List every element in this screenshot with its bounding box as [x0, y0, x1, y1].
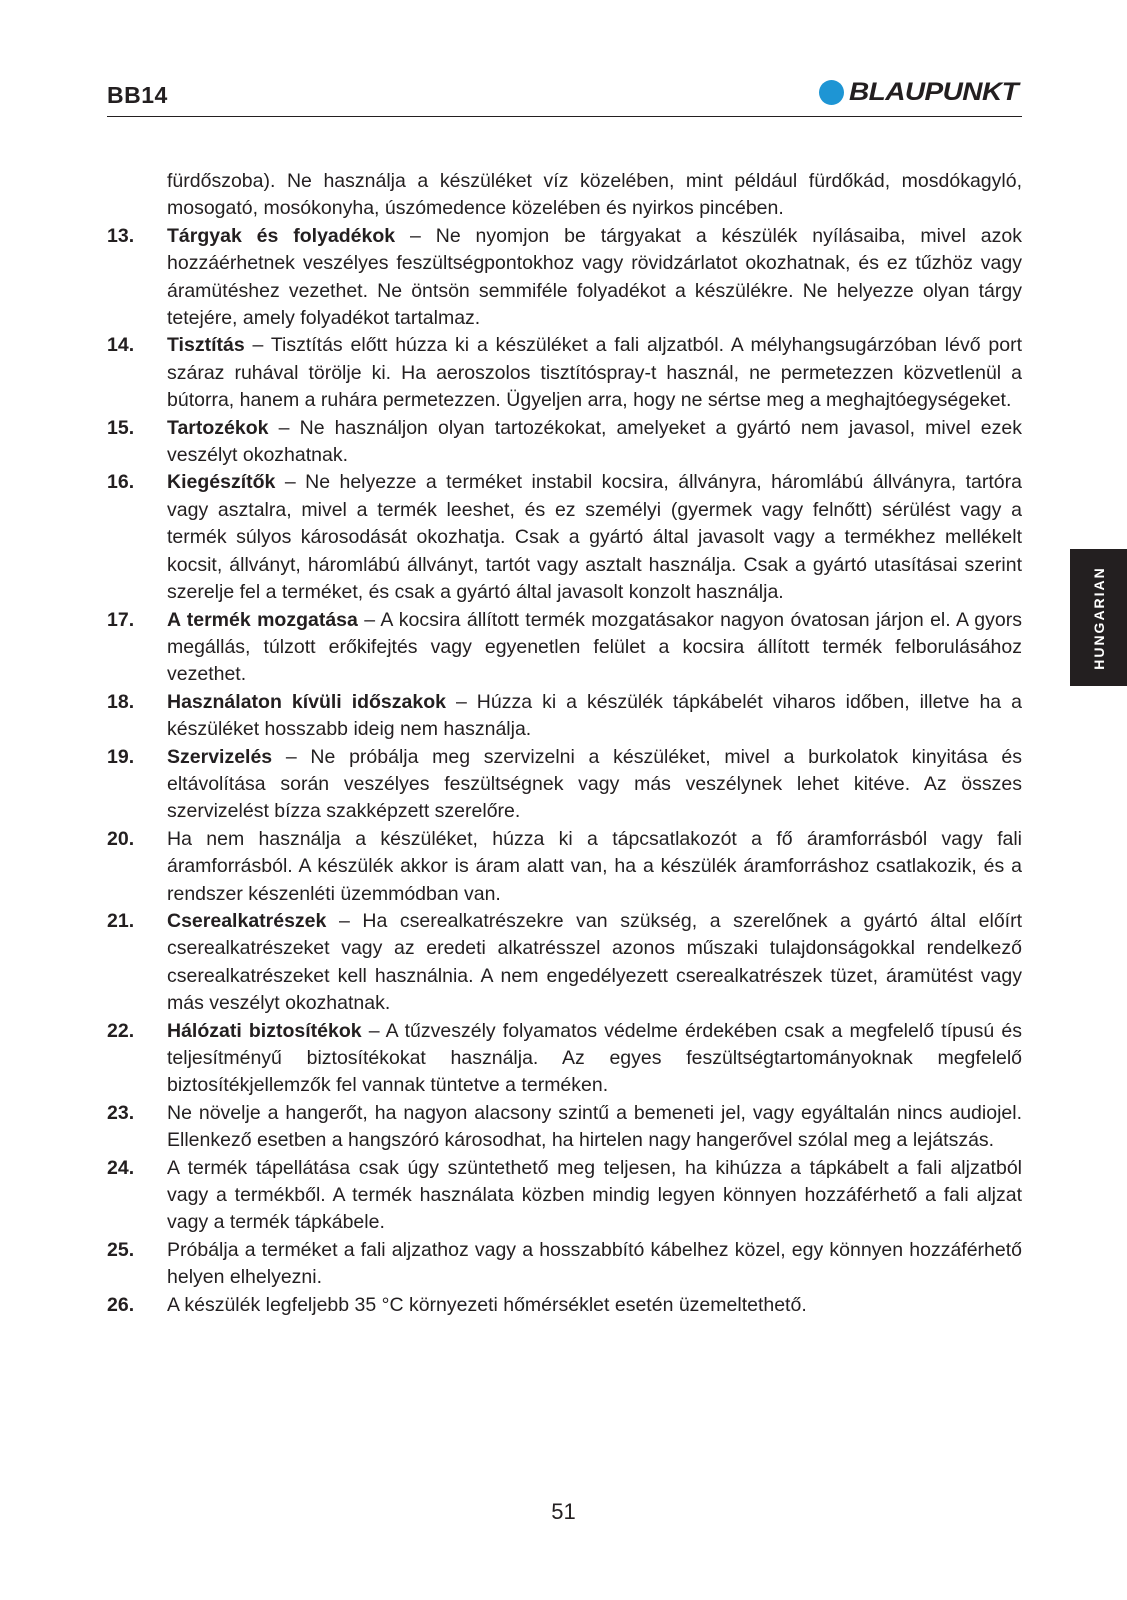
item-text [167, 607, 1022, 689]
item-body: Próbálja a terméket a fali aljzathoz vagy a hosszabbító kábelhez közel, egy könnyen hozzáférhető helyen elhelyezni. [167, 1238, 1022, 1289]
item-text [167, 689, 1022, 744]
item-number: 23. [107, 1101, 135, 1124]
item-number: 13. [107, 224, 135, 247]
list-item-14 [107, 332, 1022, 414]
list-item-16 [107, 469, 1022, 606]
language-tab [1070, 549, 1127, 686]
item-text [167, 332, 1022, 414]
list-item-21 [107, 908, 1022, 1018]
item-term: Kiegészítők [167, 471, 276, 494]
item-text [167, 1018, 1022, 1100]
item-body: – A kocsira állított termék mozgatásakor nagyon óvatosan járjon el. A gyors megállás, túlzott erőkifejtés vagy egyenetlen felület a kocsira állított termék felborulásához vezethet. [167, 608, 1022, 686]
list-item-18 [107, 689, 1022, 744]
item-number: 18. [107, 690, 135, 713]
item-body: Ne növelje a hangerőt, ha nagyon alacsony szintű a bemeneti jel, vagy egyáltalán nincs audiojel. Ellenkező esetben a hangszóró károsodhat, ha hirtelen nagy hangerővel szólal meg a lejátszás. [167, 1101, 1022, 1152]
item-text [167, 1100, 1022, 1155]
item-body: – Ne nyomjon be tárgyakat a készülék nyílásaiba, mivel azok hozzáérhetnek veszélyes feszültségpontokhoz vagy rövidzárlatot okozhatnak, és ez tűzhöz vagy áramütéshez vezethet. Ne öntsön semmiféle folyadékot a készülékre. Ne helyezze olyan tárgy tetejére, amely folyadékot tartalmaz. [167, 224, 1022, 330]
item-number: 16. [107, 471, 135, 494]
item-term: Szervizelés [167, 745, 273, 768]
instructions-list [107, 168, 1022, 1319]
item-body: Ha nem használja a készüléket, húzza ki a tápcsatlakozót a fő áramforrásból vagy fali áramforrásból. A készülék akkor is áram alatt van, ha a készülék áramforráshoz csatlakozik, és a rendszer készenléti üzemmódban van. [167, 827, 1022, 905]
item-number: 21. [107, 909, 135, 932]
item-text [167, 908, 1022, 1018]
list-item-19 [107, 744, 1022, 826]
item-text [167, 223, 1022, 333]
item-body: – A tűzveszély folyamatos védelme érdekében csak a megfelelő típusú és teljesítményű biztosítékokat használja. Az egyes feszültségtartományoknak megfelelő biztosítékjellemzők fel vannak tüntetve a terméken. [167, 1019, 1022, 1097]
item-number: 25. [107, 1238, 135, 1261]
item-term: Cserealkatrészek [167, 909, 327, 932]
item-number: 20. [107, 827, 135, 850]
item-number: 15. [107, 416, 135, 439]
item-body: – Ne használjon olyan tartozékokat, amelyeket a gyártó nem javasol, mivel ezek veszélyt okozhatnak. [167, 416, 1022, 467]
item-term: Tisztítás [167, 334, 245, 357]
list-item-15 [107, 415, 1022, 470]
page-number: 51 [551, 1499, 576, 1524]
item-text [167, 415, 1022, 470]
item-term: Tárgyak és folyadékok [167, 224, 396, 247]
continuation-paragraph: fürdőszoba). Ne használja a készüléket víz közelében, mint például fürdőkád, mosdókagyló, mosogató, mosókonyha, úszómedence közelében és nyirkos pincében. [167, 170, 1022, 220]
item-text [167, 469, 1022, 606]
brand-name: BLAUPUNKT [848, 77, 1019, 106]
item-body: – Ne helyezze a terméket instabil kocsira, állványra, háromlábú állványra, tartóra vagy asztalra, mivel a termék leeshet, és ez személyi (gyermek vagy felnőtt) sérülést vagy a termék súlyos károsodását okozhatja. Csak a gyártó által javasolt vagy a termékhez mellékelt kocsit, állványt, háromlábú állványt, tartót vagy asztalt használja. Csak a gyártó utasításai szerint szerelje fel a terméket, és csak a gyártó által javasolt konzolt használja. [167, 471, 1022, 604]
language-tab-label: HUNGARIAN [1090, 565, 1107, 670]
item-body: – Húzza ki a készülék tápkábelét viharos időben, illetve ha a készüléket hosszabb ideig nem használja. [167, 690, 1022, 741]
item-number: 14. [107, 334, 135, 357]
item-number: 26. [107, 1293, 135, 1316]
item-body: – Tisztítás előtt húzza ki a készüléket a fali aljzatból. A mélyhangsugárzóban lévő port száraz ruhával törölje ki. Ha aeroszolos tisztítóspray-t használ, ne permetezzen közvetlenül a bútorra, hanem a ruhára permetezzen. Ügyeljen arra, hogy ne sértse meg a meghajtóegységeket. [167, 334, 1022, 412]
item-text [167, 1237, 1022, 1292]
item-body: – Ne próbálja meg szervizelni a készüléket, mivel a burkolatok kinyitása és eltávolítása során veszélyes feszültségnek vagy más veszélynek lehet kitéve. Az összes szervizelést bízza szakképzett szerelőre. [167, 745, 1022, 823]
item-term: Hálózati biztosítékok [167, 1019, 362, 1042]
item-text [167, 1292, 1022, 1319]
item-text [167, 1155, 1022, 1237]
list-item-23 [107, 1100, 1022, 1155]
item-body: A készülék legfeljebb 35 °C környezeti hőmérséklet esetén üzemeltethető. [167, 1293, 807, 1316]
item-term: Használaton kívüli időszakok [167, 690, 446, 713]
list-item-22 [107, 1018, 1022, 1100]
page-header [107, 78, 1022, 117]
item-number: 17. [107, 608, 135, 631]
item-number: 22. [107, 1019, 135, 1042]
list-item-26 [107, 1292, 1022, 1319]
list-item-17 [107, 607, 1022, 689]
item-text [167, 744, 1022, 826]
item-text [167, 826, 1022, 908]
item-body: – Ha cserealkatrészekre van szükség, a szerelőnek a gyártó által előírt cserealkatrészeket vagy az eredeti alkatrésszel azonos műszaki tulajdonságokkal rendelkező cserealkatrészeket kell használnia. A nem engedélyezett cserealkatrészek tüzet, áramütést vagy más veszélyt okozhatnak. [167, 909, 1022, 1015]
list-item-24 [107, 1155, 1022, 1237]
item-number: 19. [107, 745, 135, 768]
item-body: A termék tápellátása csak úgy szüntethető meg teljesen, ha kihúzza a tápkábelt a fali aljzatból vagy a termékből. A termék használata közben mindig legyen könnyen hozzáférhető a fali aljzat vagy a termék tápkábele. [167, 1156, 1022, 1234]
item-term: A termék mozgatása [167, 608, 358, 631]
brand-dot-icon [819, 80, 844, 105]
model-name: BB14 [107, 82, 168, 108]
list-item-20 [107, 826, 1022, 908]
item-term: Tartozékok [167, 416, 269, 439]
list-item-13 [107, 223, 1022, 333]
list-item-25 [107, 1237, 1022, 1292]
item-number: 24. [107, 1156, 135, 1179]
brand-logo [819, 78, 1020, 106]
